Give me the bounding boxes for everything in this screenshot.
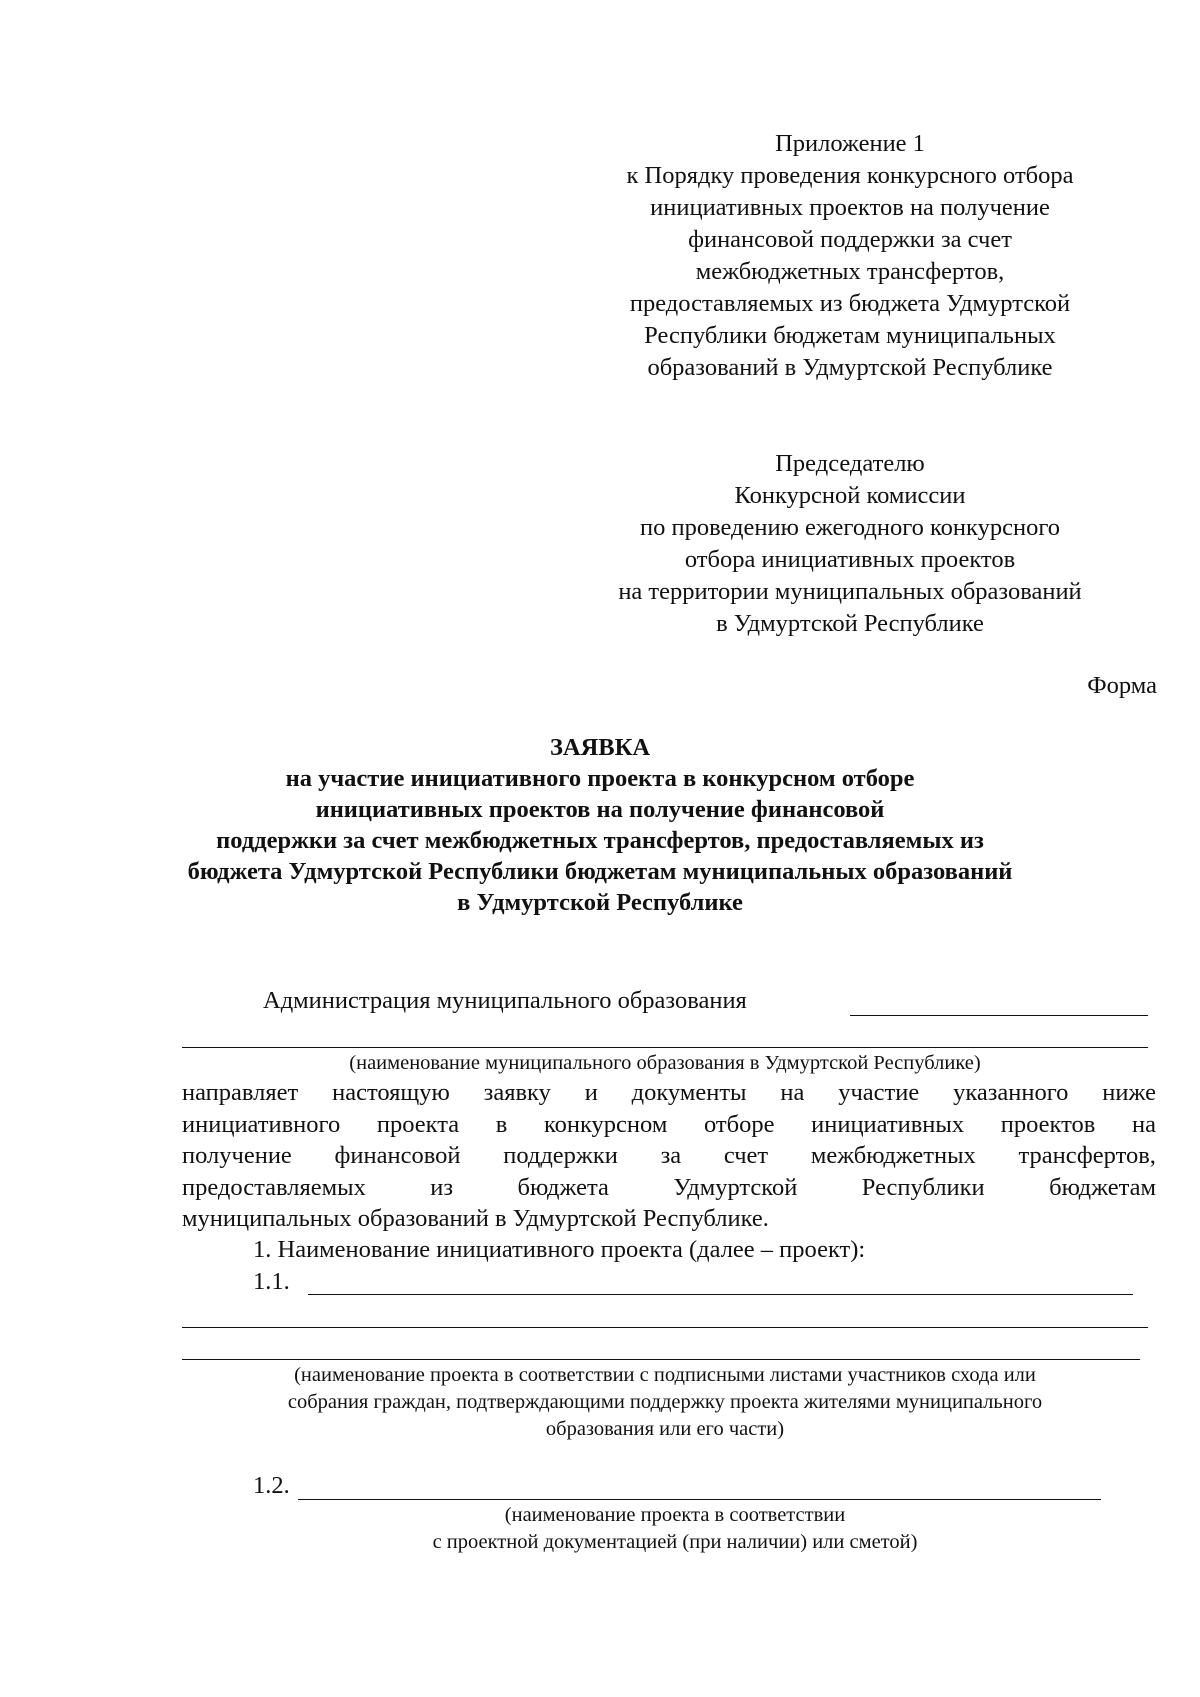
addressee-line: в Удмуртской Республике [716, 610, 984, 637]
word: на [780, 1079, 805, 1106]
appendix-line: межбюджетных трансфертов, [695, 258, 1005, 285]
body-line [182, 1172, 1156, 1204]
municipality-caption-text: (наименование муниципального образования в Удмуртской Республике) [349, 1052, 981, 1074]
caption-line: (наименование проекта в соответствии с подписными листами участников схода или [294, 1364, 1036, 1386]
body-paragraph [182, 1077, 1156, 1235]
addressee-block [600, 448, 1100, 640]
item-1-2-label: 1.2. [253, 1472, 290, 1499]
word: Удмуртской [673, 1173, 798, 1201]
addressee-line: на территории муниципальных образований [618, 578, 1082, 605]
appendix-line: финансовой поддержки за счет [688, 226, 1012, 253]
body-line [182, 1140, 1156, 1172]
municipality-blank-2[interactable] [182, 1047, 1148, 1048]
title-line: ЗАЯВКА [549, 734, 651, 761]
appendix-header [600, 128, 1100, 384]
item-1-2-caption [250, 1502, 1100, 1556]
word: и [584, 1079, 598, 1106]
word: финансовой [334, 1142, 461, 1169]
word: Республики [861, 1173, 985, 1201]
caption-line: собрания граждан, подтверждающими поддержку проекта жителями муниципального [287, 1391, 1043, 1413]
word: ниже [1102, 1079, 1156, 1106]
word: настоящую [332, 1079, 450, 1106]
word: получение [182, 1142, 292, 1169]
word: заявку [483, 1079, 551, 1106]
word: из [430, 1173, 454, 1201]
appendix-line: инициативных проектов на получение [650, 194, 1050, 221]
appendix-line: Приложение 1 [775, 130, 925, 157]
word: межбюджетных [810, 1142, 976, 1169]
addressee-line: Председателю [775, 450, 925, 477]
title-line: на участие инициативного проекта в конкурсном отборе [285, 765, 915, 792]
word: проекта [376, 1110, 460, 1138]
title-line: бюджета Удмуртской Республики бюджетам муниципальных образований [187, 858, 1013, 885]
item-1-label: 1. Наименование инициативного проекта (далее – проект): [253, 1236, 866, 1263]
project-name-blank-1[interactable] [308, 1294, 1133, 1295]
word: предоставляемых [182, 1173, 366, 1201]
body-line [182, 1077, 1156, 1109]
appendix-line: образований в Удмуртской Республике [647, 354, 1053, 381]
project-name-blank-3[interactable] [182, 1359, 1140, 1360]
word: бюджетам [1049, 1173, 1156, 1201]
caption-line: образования или его части) [545, 1418, 785, 1440]
caption-line: (наименование проекта в соответствии [504, 1504, 846, 1526]
word: участие [838, 1079, 920, 1106]
word: поддержки [503, 1142, 618, 1169]
title-line: в Удмуртской Республике [457, 889, 743, 916]
appendix-line: предоставляемых из бюджета Удмуртской [629, 290, 1071, 317]
word: направляет [182, 1079, 299, 1106]
word: документы [631, 1079, 747, 1106]
addressee-line: по проведению ежегодного конкурсного [639, 514, 1061, 541]
body-line [182, 1109, 1156, 1141]
title-line: поддержки за счет межбюджетных трансфертов, предоставляемых из [216, 827, 984, 854]
project-estimate-blank[interactable] [298, 1499, 1101, 1500]
word: в [495, 1110, 508, 1138]
word: бюджета [517, 1173, 609, 1201]
word: трансфертов, [1018, 1142, 1156, 1169]
appendix-line: к Порядку проведения конкурсного отбора [626, 162, 1074, 189]
word: инициативного [182, 1110, 341, 1138]
title-line: инициативных проектов на получение финансовой [315, 796, 885, 823]
word: счет [723, 1142, 769, 1169]
word: проектов [1000, 1110, 1096, 1138]
word: конкурсном [543, 1110, 668, 1138]
word: инициативных [811, 1110, 965, 1138]
municipality-caption [150, 1050, 1180, 1077]
word: отборе [703, 1110, 775, 1138]
administration-label: Администрация муниципального образования [263, 987, 747, 1014]
caption-line: с проектной документацией (при наличии) или сметой) [432, 1531, 918, 1553]
addressee-line: Конкурсной комиссии [734, 482, 966, 509]
item-1-1-label: 1.1. [253, 1268, 290, 1295]
body-line-last: муниципальных образований в Удмуртской Республике. [182, 1205, 769, 1232]
word: на [1131, 1110, 1156, 1138]
item-1-1-caption [150, 1362, 1180, 1443]
municipality-blank-1[interactable] [850, 1015, 1148, 1016]
addressee-line: отбора инициативных проектов [684, 546, 1016, 573]
word: указанного [953, 1079, 1069, 1106]
document-title [150, 732, 1050, 918]
appendix-line: Республики бюджетам муниципальных [644, 322, 1056, 349]
word: за [660, 1142, 682, 1169]
project-name-blank-2[interactable] [182, 1327, 1148, 1328]
form-label: Форма [1087, 672, 1157, 699]
